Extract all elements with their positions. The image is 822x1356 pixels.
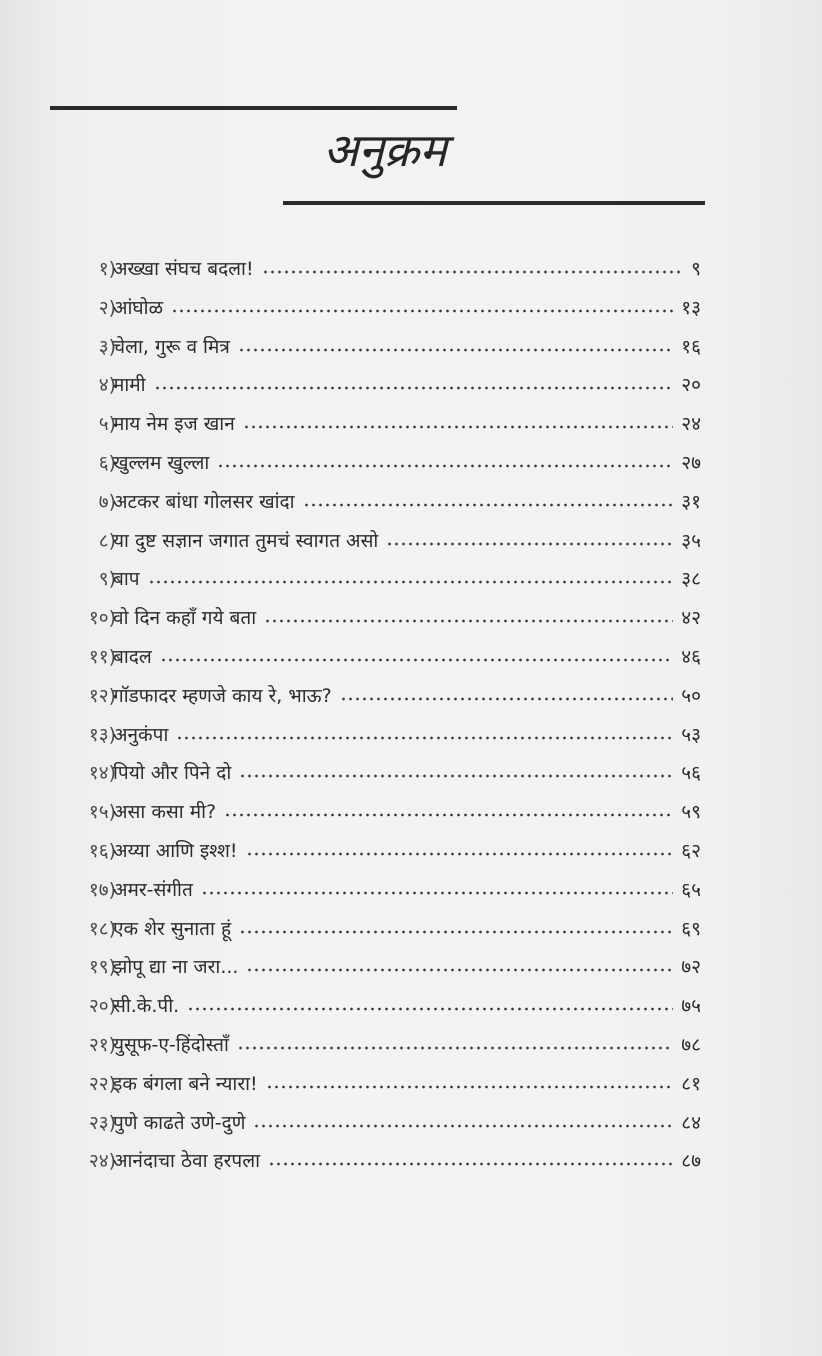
toc-entry-page: ६९ (681, 917, 701, 940)
toc-entry-number: १९) (88, 956, 116, 979)
dot-leader (224, 808, 673, 818)
toc-entry (40, 677, 720, 716)
toc-entry-number: १०) (88, 607, 116, 630)
toc-entry-number: १८) (88, 917, 116, 940)
dot-leader (253, 1119, 673, 1129)
dot-leader (386, 537, 673, 547)
toc-entry (40, 948, 720, 987)
toc-entry-page: ७२ (681, 956, 701, 979)
toc-entry-page: ९ (691, 258, 701, 280)
toc-entry-title: वो दिन कहाँ गये बता (113, 607, 257, 630)
toc-entry (40, 987, 720, 1026)
toc-entry-title: आंघोळ (113, 296, 164, 319)
toc-entry-title: अटकर बांधा गोलसर खांदा (113, 490, 295, 513)
toc-entry (40, 1104, 720, 1143)
toc-entry (40, 832, 720, 871)
toc-entry (40, 1142, 720, 1181)
toc-entry-page: ५६ (681, 762, 701, 785)
toc-entry-title: पुणे काढते उणे-दुणे (113, 1111, 246, 1134)
toc-entry (40, 289, 720, 328)
toc-entry-page: ३५ (681, 529, 701, 552)
toc-entry-title: बाप (113, 568, 140, 591)
dot-leader (238, 343, 673, 353)
bottom-rule (283, 201, 705, 205)
toc-entry-page: ६२ (681, 839, 701, 862)
dot-leader (243, 420, 673, 430)
dot-leader (239, 925, 673, 935)
dot-leader (237, 1041, 673, 1051)
toc-entry-number: १७) (88, 878, 116, 901)
toc-entry-page: ५९ (681, 801, 701, 824)
toc-entry-page: ४२ (681, 607, 701, 630)
toc-entry-title: आनंदाचा ठेवा हरपला (113, 1150, 261, 1173)
toc-entry-title: माय नेम इज खान (113, 413, 235, 436)
toc-entry-page: ८४ (681, 1111, 701, 1134)
toc-entry-number: ८) (98, 529, 116, 552)
toc-entry-number: २) (98, 296, 116, 319)
toc-entry (40, 366, 720, 405)
dot-leader (303, 498, 674, 508)
toc-entry-page: १६ (681, 335, 701, 358)
toc-entry-title: चेला, गुरू व मित्र (113, 335, 230, 358)
toc-entry-number: ६) (98, 451, 116, 474)
dot-leader (217, 459, 673, 469)
dot-leader (176, 731, 673, 741)
toc-entry-page: २४ (681, 413, 701, 436)
top-rule (50, 106, 457, 110)
toc-entry-number: २०) (88, 995, 116, 1018)
dot-leader (340, 692, 674, 702)
dot-leader (148, 575, 674, 585)
toc-entry-page: ६५ (681, 878, 701, 901)
dot-leader (268, 1157, 673, 1167)
dot-leader (262, 265, 684, 275)
dot-leader (171, 304, 673, 314)
toc-entry-number: १२) (88, 684, 116, 707)
toc-entry-number: १३) (88, 723, 116, 746)
toc-entry-number: ७) (98, 490, 116, 513)
toc-entry-number: ९) (98, 568, 116, 591)
toc-entry-number: २१) (88, 1033, 116, 1056)
dot-leader (187, 1002, 673, 1012)
dot-leader (154, 381, 674, 391)
toc-entry-page: २७ (681, 451, 701, 474)
toc-entry-title: एक शेर सुनाता हूं (113, 917, 232, 940)
toc-entry-page: ७८ (681, 1033, 701, 1056)
toc-entry-page: ८७ (681, 1150, 701, 1173)
toc-entry-title: या दुष्ट सज्ञान जगात तुमचं स्वागत असो (113, 529, 379, 552)
toc-entry (40, 638, 720, 677)
toc-entry-title: असा कसा मी? (113, 801, 217, 824)
dot-leader (239, 769, 673, 779)
toc-entry-title: अमर-संगीत (113, 878, 193, 901)
toc-entry-title: अनुकंपा (113, 723, 169, 746)
toc-entry-title: खुल्लम खुल्ला (113, 451, 210, 474)
dot-leader (246, 963, 673, 973)
toc-entry (40, 483, 720, 522)
toc-entry-page: २० (681, 374, 701, 397)
toc-entry-page: ३१ (681, 490, 701, 513)
toc-entry-title: युसूफ-ए-हिंदोस्ताँ (113, 1033, 229, 1056)
toc-entry-number: २४) (88, 1150, 116, 1173)
toc-entry (40, 871, 720, 910)
toc-entry (40, 1026, 720, 1065)
dot-leader (264, 614, 673, 624)
toc-entry-title: अय्या आणि इश्श! (113, 839, 238, 862)
toc-entry-title: मामी (113, 374, 146, 397)
toc-entry (40, 405, 720, 444)
toc-entry-number: १४) (88, 762, 116, 785)
table-of-contents (40, 250, 720, 1181)
toc-entry-number: १६) (88, 839, 116, 862)
toc-entry (40, 793, 720, 832)
toc-entry-title: अख्खा संघच बदला! (113, 258, 254, 280)
toc-entry-page: ४६ (681, 645, 701, 668)
toc-entry-page: ७५ (681, 995, 701, 1018)
page-title: अनुक्रम (323, 123, 447, 177)
toc-entry-number: १) (98, 258, 116, 280)
toc-entry-number: ३) (98, 335, 116, 358)
toc-entry-page: १३ (681, 296, 701, 319)
toc-entry-number: ११) (88, 645, 116, 668)
toc-entry (40, 599, 720, 638)
toc-entry (40, 754, 720, 793)
toc-entry-page: ५० (681, 684, 701, 707)
toc-entry-title: सी.के.पी. (113, 995, 180, 1018)
toc-entry-title: गॉडफादर म्हणजे काय रे, भाऊ? (113, 684, 332, 707)
toc-entry-number: २२) (88, 1072, 116, 1095)
toc-entry-page: ५३ (681, 723, 701, 746)
toc-entry-page: ८१ (681, 1072, 701, 1095)
toc-entry-page: ३८ (681, 568, 701, 591)
toc-entry (40, 328, 720, 367)
toc-entry-number: ५) (98, 413, 116, 436)
toc-entry-number: १५) (88, 801, 116, 824)
toc-entry-title: पियो और पिने दो (113, 762, 232, 785)
toc-entry (40, 560, 720, 599)
toc-entry-number: ४) (98, 374, 116, 397)
toc-entry (40, 716, 720, 755)
toc-entry-number: २३) (88, 1111, 116, 1134)
dot-leader (246, 847, 674, 857)
toc-entry-title: झोपू द्या ना जरा... (113, 956, 239, 979)
toc-entry (40, 522, 720, 561)
toc-entry (40, 250, 720, 289)
toc-entry (40, 910, 720, 949)
dot-leader (160, 653, 673, 663)
dot-leader (201, 886, 673, 896)
toc-entry (40, 1065, 720, 1104)
toc-entry-title: बादल (113, 645, 152, 668)
toc-entry (40, 444, 720, 483)
toc-entry-title: इक बंगला बने न्यारा! (113, 1072, 258, 1095)
dot-leader (266, 1080, 674, 1090)
